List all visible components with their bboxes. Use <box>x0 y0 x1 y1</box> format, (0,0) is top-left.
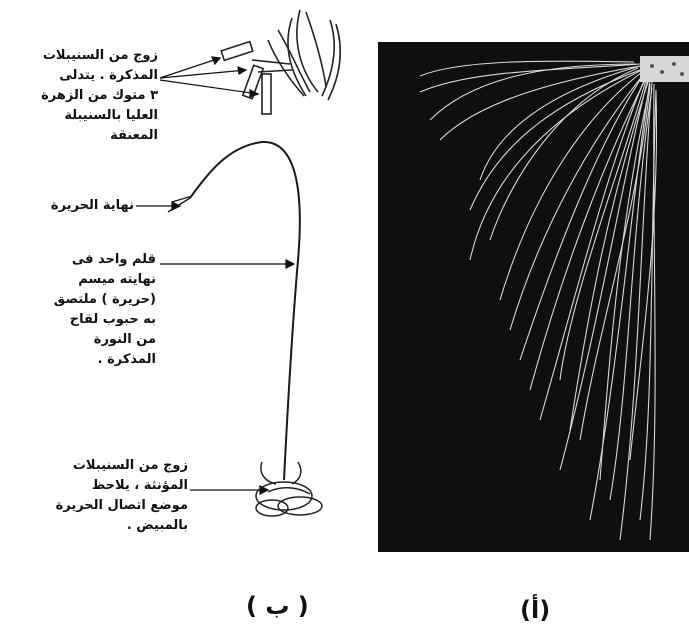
male-spikelets-label: زوج من السنيبلات المذكرة . يتدلى ٣ متوك من الزهرة العليا بالسنيبلة المعنقة <box>41 48 158 143</box>
silk-photo-background <box>378 42 689 552</box>
male-label-arrows <box>160 57 258 97</box>
silk-curve <box>190 142 300 480</box>
female-spikelets-label: زوج من السنيبلات المؤنثة ، يلاحظ موضع اتصال الحريرة بالمبيض . <box>55 458 188 533</box>
male-spikelets-drawing <box>221 10 340 114</box>
pointer-arrows <box>136 202 294 494</box>
caption-a: (أ) <box>520 596 551 624</box>
silk-tip-label: نهاية الحريرة <box>50 198 134 213</box>
single-style-label: قلم واحد فى نهايته ميسم (حريرة ) ملتصق به حبوب لقاح من النورة المذكرة . <box>53 252 156 367</box>
ear-stalk <box>640 56 689 82</box>
caption-b: ( ب ) <box>246 592 309 620</box>
